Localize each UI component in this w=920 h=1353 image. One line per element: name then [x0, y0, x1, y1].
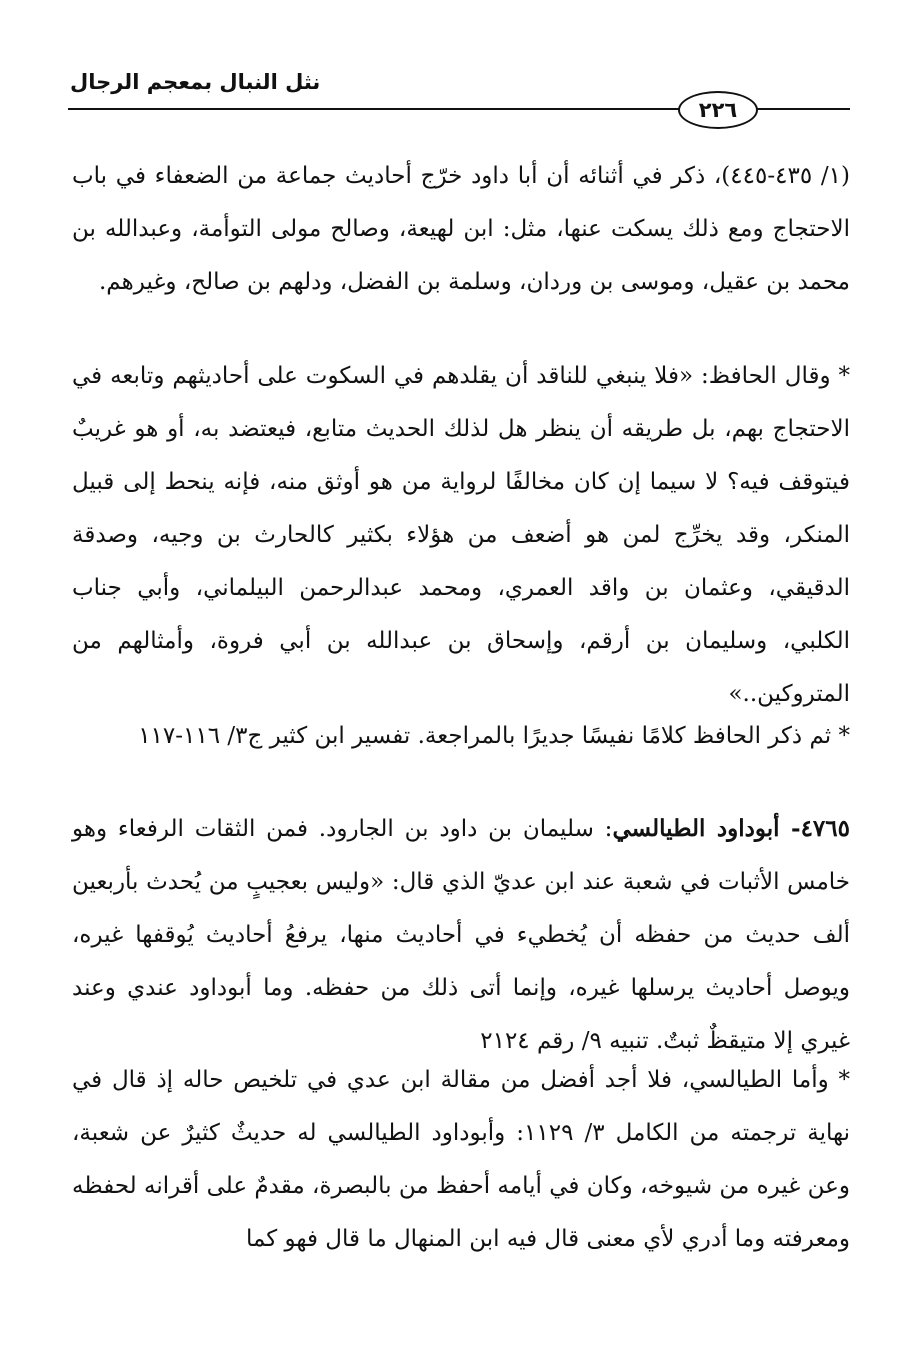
paragraph-2 [72, 350, 850, 721]
entry-4765-text [72, 802, 850, 1068]
paragraph-1 [72, 150, 850, 309]
entry-4765 [72, 802, 850, 1068]
paragraph-2-text: * وقال الحافظ: «فلا ينبغي للناقد أن يقلدهم في السكوت على أحاديثهم وتابعه في الاحتجاج بهم، بل طريقه أن ينظر هل لذلك الحديث متابع، فيعتضد به، أو هو غريبٌ فيتوقف فيه؟ لا سيما إن كان مخالفًا لرواية من هو أوثق منه، فإنه ينحط إلى قبيل المنكر، وقد يخرِّج لمن هو أضعف من هؤلاء بكثير كالحارث بن وجيه، وصدقة الدقيقي، وعثمان بن واقد العمري، ومحمد عبدالرحمن البيلماني، وأبي جناب الكلبي، وسليمان بن أرقم، وإسحاق بن عبدالله بن أبي فروة، وأمثالهم من المتروكين..» [72, 363, 850, 707]
paragraph-1-text: (١/ ٤٣٥-٤٤٥)، ذكر في أثنائه أن أبا داود خرّج أحاديث جماعة من الضعفاء في باب الاحتجاج ومع ذلك يسكت عنها، مثل: ابن لهيعة، وصالح مولى التوأمة، وعبدالله بن محمد بن عقيل، وموسى بن وردان، وسلمة بن الفضل، ودلهم بن صالح، وغيرهم. [72, 163, 851, 295]
running-header-title: نثل النبال بمعجم الرجال [70, 70, 321, 94]
paragraph-3-text: * ثم ذكر الحافظ كلامًا نفيسًا جديرًا بالمراجعة. تفسير ابن كثير ج٣/ ١١٦-١١٧ [138, 723, 850, 749]
entry-name: أبوداود الطيالسي [612, 815, 780, 842]
paragraph-5-text: * وأما الطيالسي، فلا أجد أفضل من مقالة ابن عدي في تلخيص حاله إذ قال في نهاية ترجمته من الكامل ٣/ ١١٢٩: وأبوداود الطيالسي له حديثٌ كثيرٌ عن شعبة، وعن غيره من شيوخه، وكان في أيامه أحفظ من بالبصرة، مقدمٌ على أقرانه لحفظه ومعرفته وما أدري لأي معنى قال فيه ابن المنهال ما قال فهو كما [72, 1067, 851, 1252]
paragraph-3 [72, 710, 850, 763]
page-number-badge: ٢٢٦ [678, 91, 758, 129]
paragraph-5 [72, 1054, 850, 1266]
entry-body: : سليمان بن داود بن الجارود. فمن الثقات الرفعاء وهو خامس الأثبات في شعبة عند ابن عديّ الذي قال: «وليس بعجيبٍ من يُحدث بأربعين ألف حديث من حفظه أن يُخطيء في أحاديث منها، يرفعُ أحاديث يُوقفها غيره، ويوصل أحاديث يرسلها غيره، وإنما أتى ذلك من حفظه. وما أبوداود عندي وعند غيري إلا متيقظٌ ثبتٌ. تنبيه ٩/ رقم ٢١٢٤ [72, 816, 850, 1054]
entry-number: ٤٧٦٥- [779, 815, 850, 842]
